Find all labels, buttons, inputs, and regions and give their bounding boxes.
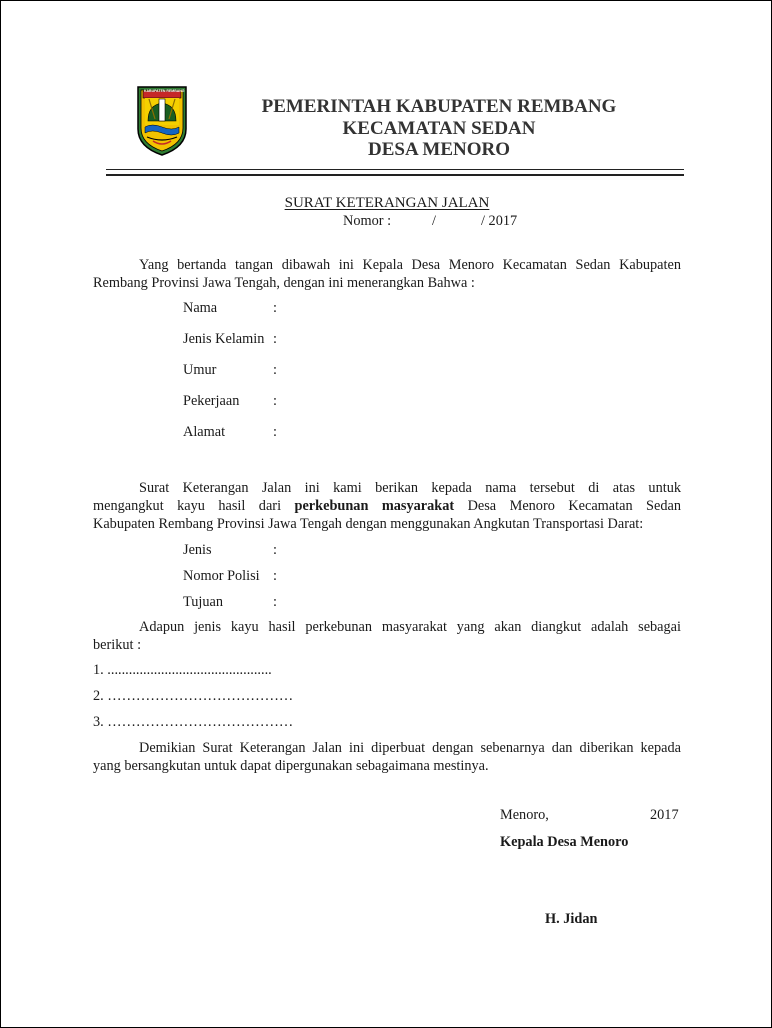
- body-line-1: Surat Keterangan Jalan ini kami berikan kepada nama tersebut di atas untuk: [139, 480, 681, 496]
- field-label-address: Alamat: [183, 424, 226, 440]
- field-colon: :: [273, 594, 277, 610]
- header-village: DESA MENORO: [368, 139, 510, 160]
- field-label-occupation: Pekerjaan: [183, 393, 240, 409]
- field-colon: :: [273, 362, 277, 378]
- body-line-2-end: Desa Menoro Kecamatan Sedan: [467, 498, 681, 514]
- signature-position: Kepala Desa Menoro: [500, 834, 629, 850]
- signature-place: Menoro,: [500, 807, 549, 823]
- field-colon: :: [273, 424, 277, 440]
- field-label-gender: Jenis Kelamin: [183, 331, 265, 347]
- header-government: PEMERINTAH KABUPATEN REMBANG: [261, 96, 617, 117]
- letter-number-separator: /: [432, 213, 436, 229]
- field-colon: :: [273, 331, 277, 347]
- header-rule-thick: [106, 174, 684, 176]
- field-label-name: Nama: [183, 300, 218, 316]
- logo-caption: KABUPATEN REMBANG: [144, 89, 185, 93]
- closing-line-1: Demikian Surat Keterangan Jalan ini diperbuat dengan sebenarnya dan diberikan kepada: [139, 740, 681, 756]
- wood-line-1: Adapun jenis kayu hasil perkebunan masyarakat yang akan diangkut adalah sebagai: [139, 619, 681, 635]
- header-rule-thin: [106, 169, 684, 170]
- field-colon: :: [273, 568, 277, 584]
- letter-number-year: / 2017: [481, 213, 518, 229]
- letter-title: [1, 194, 772, 212]
- closing-line-2: yang bersangkutan untuk dapat dipergunakan sebagaimana mestinya.: [93, 758, 489, 774]
- letter-number-label: Nomor :: [343, 213, 392, 229]
- header-district: KECAMATAN SEDAN: [342, 118, 536, 139]
- letter-title-text: SURAT KETERANGAN JALAN: [284, 195, 490, 211]
- intro-line-2: Rembang Provinsi Jawa Tengah, dengan ini menerangkan Bahwa :: [93, 275, 475, 291]
- regency-emblem-logo: [135, 85, 189, 157]
- field-colon: :: [273, 393, 277, 409]
- field-label-plate-number: Nomor Polisi: [183, 568, 260, 584]
- body-line-3: Kabupaten Rembang Provinsi Jawa Tengah dengan menggunakan Angkutan Transportasi Darat:: [93, 516, 644, 532]
- body-line-2-emphasis: perkebunan masyarakat: [294, 498, 455, 514]
- wood-list-item: 3. …………………………………: [93, 714, 294, 730]
- field-colon: :: [273, 542, 277, 558]
- signature-name: H. Jidan: [545, 911, 598, 927]
- body-line-2-start: mengangkut kayu hasil dari: [93, 498, 282, 514]
- field-colon: :: [273, 300, 277, 316]
- field-label-age: Umur: [183, 362, 217, 378]
- field-label-vehicle-type: Jenis: [183, 542, 212, 558]
- wood-line-2: berikut :: [93, 637, 142, 653]
- field-label-destination: Tujuan: [183, 594, 223, 610]
- signature-year: 2017: [650, 807, 679, 823]
- intro-line-1: Yang bertanda tangan dibawah ini Kepala Desa Menoro Kecamatan Sedan Kabupaten: [139, 257, 681, 273]
- wood-list-item: 1. ..............................................: [93, 662, 272, 678]
- body-line-2: [93, 497, 681, 515]
- wood-list-item: 2. …………………………………: [93, 688, 294, 704]
